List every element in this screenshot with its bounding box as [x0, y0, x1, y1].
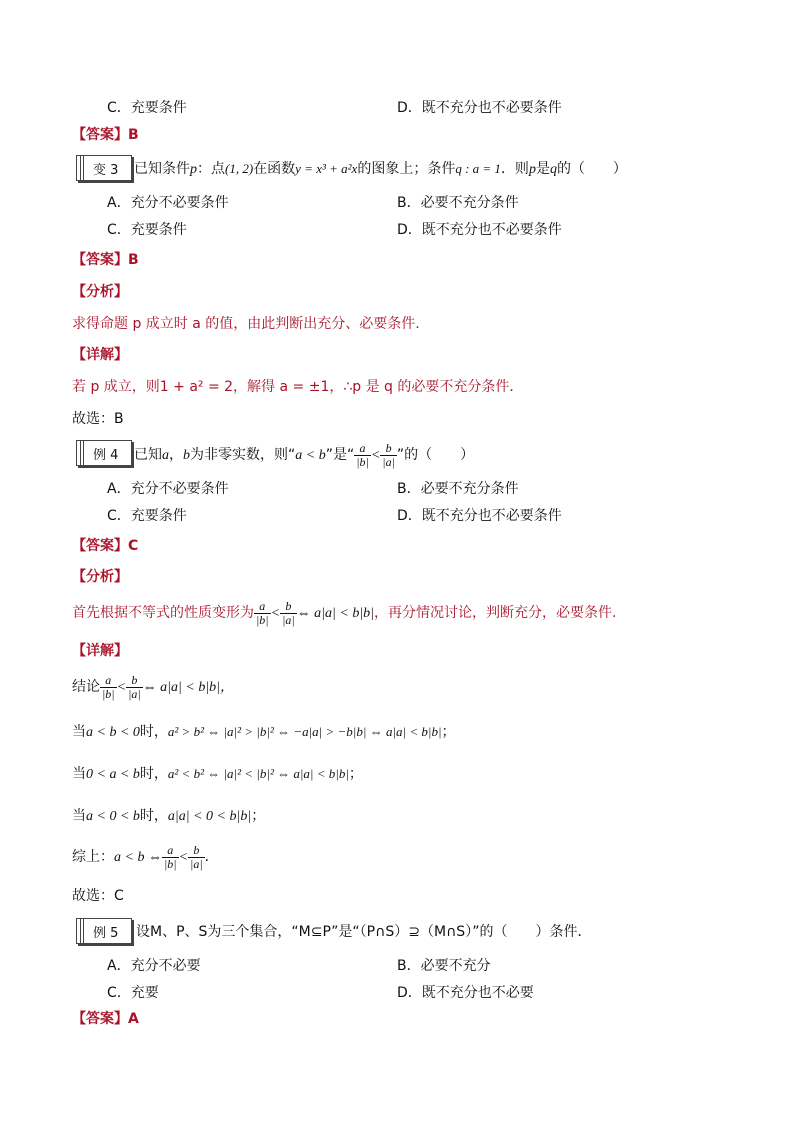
answer-value: B [128, 127, 139, 143]
question-stem: 已知条件p：点(1, 2)在函数y = x³ + a²x的图象上；条件q : a = 1．则p是q的（ ） [134, 161, 627, 177]
detail-label: 【详解】 [72, 347, 128, 363]
answer-label: 【答案】 [72, 127, 128, 143]
detail-line-3: 当0 < a < b时，a² < b² ⇔ |a|² < |b|² ⇔ a|a| < b|b|； [72, 766, 363, 782]
detail-line-1: 结论 $\frac{a}{|b|}$ < $\frac{b}{|a|}$ ⇔ a|a| < b|b|， [72, 672, 235, 701]
answer-line: 【答案】A [72, 1011, 139, 1027]
option-c: C．充要条件 [107, 100, 187, 116]
analysis-label: 【分析】 [72, 569, 128, 585]
detail-line-2: 当a < b < 0时，a² > b² ⇔ |a|² > |b|² ⇔ −a|a| > −b|b| ⇔ a|a| < b|b|； [72, 724, 456, 740]
detail-label: 【详解】 [72, 643, 128, 659]
option-c: C．充要条件 [107, 222, 187, 238]
option-d: D．既不充分也不必要条件 [397, 100, 562, 116]
option-d: D．既不充分也不必要条件 [397, 222, 562, 238]
tag-label: 例 5 [93, 926, 119, 941]
question-tag-ex4 [76, 440, 132, 466]
option-b: B．必要不充分条件 [397, 481, 519, 497]
detail-line-4: 当a < 0 < b时，a|a| < 0 < b|b|； [72, 808, 266, 824]
option-a: A．充分不必要条件 [107, 481, 229, 497]
tag-label: 变 3 [93, 163, 119, 178]
option-c: C．充要条件 [107, 508, 187, 524]
question-stem: 已知a，b为非零实数，则“a < b”是“ $\frac{a}{|b|}$ < $\frac{b}{|a|}$ ”的（ ） [134, 440, 475, 469]
question-tag-var3 [76, 155, 132, 181]
fraction: $\frac{a}{|b|}$ [356, 440, 369, 469]
answer-line: 【答案】B [72, 252, 139, 268]
option-d: D．既不充分也不必要 [397, 985, 534, 1001]
choice-line: 故选：B [72, 411, 124, 427]
question-stem: 设M、P、S为三个集合，“M⊆P”是“（P∩S）⊇（M∩S）”的（ ）条件． [136, 924, 592, 940]
option-b: B．必要不充分条件 [397, 195, 519, 211]
analysis-text: 首先根据不等式的性质变形为 $\frac{a}{|b|}$ < $\frac{b}{|a|}$ ⇔ a|a| < b|b|，再分情况讨论，判断充分，必要条件. [72, 598, 617, 627]
analysis-text: 求得命题 p 成立时 a 的值，由此判断出充分、必要条件. [72, 316, 420, 332]
choice-line: 故选：C [72, 888, 124, 904]
option-a: A．充分不必要条件 [107, 195, 229, 211]
option-b: B．必要不充分 [397, 958, 491, 974]
analysis-label: 【分析】 [72, 284, 128, 300]
answer-line [72, 126, 139, 144]
tag-label: 例 4 [93, 448, 119, 463]
question-tag-ex5 [76, 918, 132, 944]
answer-line: 【答案】C [72, 538, 139, 554]
option-a: A．充分不必要 [107, 958, 201, 974]
option-c: C．充要 [107, 985, 159, 1001]
fraction: $\frac{b}{|a|}$ [382, 440, 395, 469]
detail-line-5: 综上：a < b ⇔ $\frac{a}{|b|}$ < $\frac{b}{|a|}$ ． [72, 842, 219, 871]
detail-text: 若 p 成立，则1 + a² = 2，解得 a = ±1，∴p 是 q 的必要不充分条件． [72, 379, 524, 395]
option-d: D．既不充分也不必要条件 [397, 508, 562, 524]
